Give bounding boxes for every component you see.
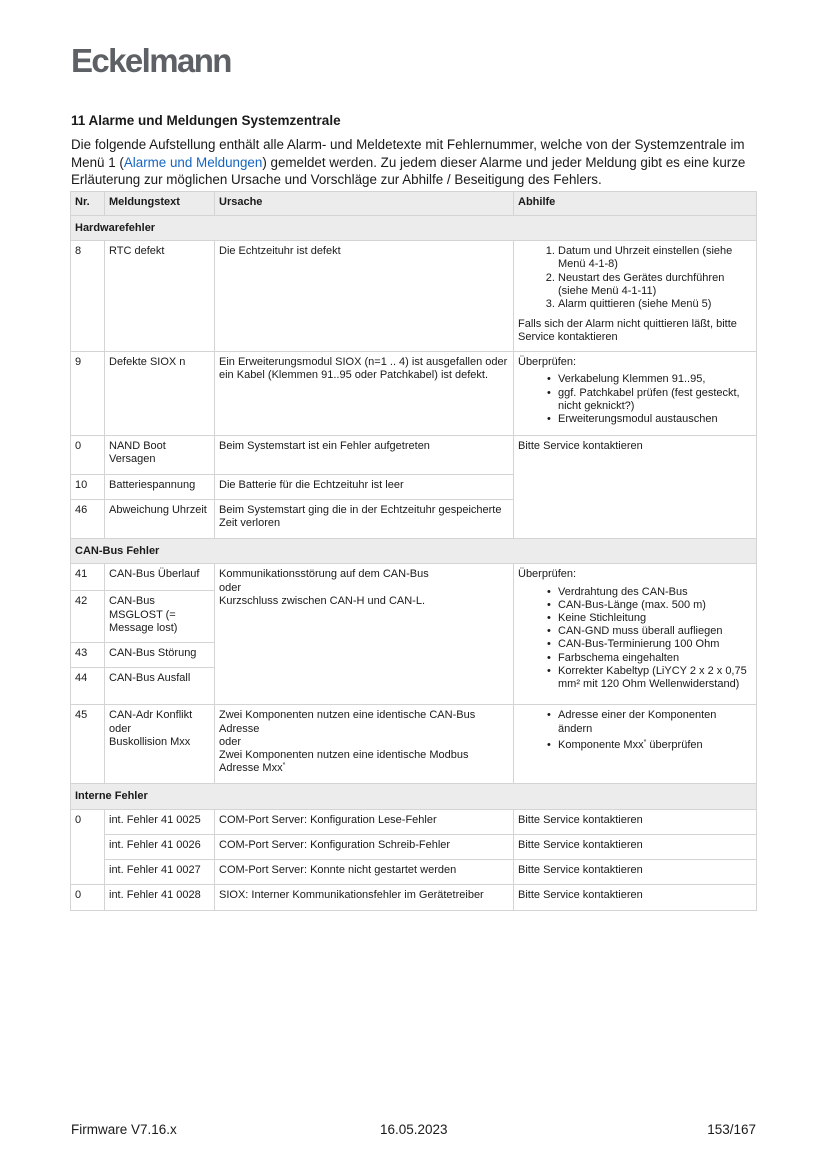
siox-check-list (518, 373, 752, 426)
can45-text-line3: Buskollision Mxx (109, 735, 191, 748)
row-meldungstext: CAN-Bus Überlauf (105, 564, 215, 591)
list-item: 1. Datum und Uhrzeit einstellen (siehe Menü 4-1-8) (558, 245, 752, 271)
can45-remedy-list (518, 709, 752, 752)
row-ursache: Ein Erweiterungsmodul SIOX (n=1 .. 4) ist ausgefallen oder ein Kabel (Klemmen 91..95 oder Patchkabel) ist defekt. (215, 352, 514, 436)
list-item: • Korrekter Kabeltyp (LiYCY 2 x 2 x 0,75 mm² mit 120 Ohm Wellenwiderstand) (558, 665, 752, 691)
list-item: • Verdrahtung des CAN-Bus (558, 586, 752, 599)
list-item: • CAN-Bus-Terminierung 100 Ohm (558, 638, 752, 651)
group-row-canbus (71, 539, 757, 564)
list-item (558, 739, 752, 752)
footer-firmware: Firmware V7.16.x (71, 1122, 177, 1137)
header-abhilfe: Abhilfe (514, 192, 757, 216)
row-meldungstext: Abweichung Uhrzeit (105, 500, 215, 539)
header-ursache: Ursache (215, 192, 514, 216)
alarm-table (70, 191, 757, 911)
can45-cause-or: oder (219, 735, 242, 748)
list-item: • Erweiterungsmodul austauschen (558, 413, 752, 426)
row-ursache: COM-Port Server: Konnte nicht gestartet werden (215, 859, 514, 884)
row-abhilfe (514, 352, 757, 436)
row-meldungstext: CAN-Bus MSGLOST (= Message lost) (105, 591, 215, 643)
list-item: • Keine Stichleitung (558, 612, 752, 625)
can-cause-line1: Kommunikationsstörung auf dem CAN-Bus (219, 568, 429, 581)
check-label: Überprüfen: (518, 568, 577, 581)
row-nr: 45 (71, 705, 105, 784)
row-abhilfe: Bitte Service kontaktieren (514, 809, 757, 834)
row-nr: 0 (71, 809, 105, 884)
can45-remedy-text-before: Komponente Mxx (558, 738, 644, 751)
row-nr: 9 (71, 352, 105, 436)
row-meldungstext: int. Fehler 41 0028 (105, 884, 215, 910)
row-nr: 0 (71, 884, 105, 910)
row-ursache: Die Batterie für die Echtzeituhr ist leer (215, 475, 514, 500)
can-cause-or: oder (219, 581, 242, 594)
rtc-steps-list (518, 245, 752, 311)
row-nr: 41 (71, 564, 105, 591)
group-row-internal (71, 784, 757, 809)
table-row (71, 564, 757, 591)
list-item: • CAN-Bus-Länge (max. 500 m) (558, 599, 752, 612)
can45-cause-line1: Zwei Komponenten nutzen eine identische CAN-Bus Adresse (219, 709, 476, 735)
row-abhilfe (514, 564, 757, 705)
row-ursache: Beim Systemstart ist ein Fehler aufgetreten (215, 436, 514, 475)
can-cause-line3: Kurzschluss zwischen CAN-H und CAN-L. (219, 594, 426, 607)
table-row (71, 436, 757, 475)
row-meldungstext: CAN-Bus Störung (105, 643, 215, 668)
list-item: • Adresse einer der Komponenten ändern (558, 709, 752, 735)
list-item: 2. Neustart des Gerätes durchführen (siehe Menü 4-1-11) (558, 272, 752, 298)
list-item: • Farbschema eingehalten (558, 652, 752, 665)
footnote-mark: * (643, 738, 647, 746)
row-ursache: Beim Systemstart ging die in der Echtzeituhr gespeicherte Zeit verloren (215, 500, 514, 539)
row-nr: 8 (71, 241, 105, 352)
row-abhilfe: Bitte Service kontaktieren (514, 834, 757, 859)
list-item: • CAN-GND muss überall aufliegen (558, 625, 752, 638)
can45-cause-text: Zwei Komponenten nutzen eine identische Modbus Adresse Mxx (219, 749, 469, 775)
table-header-row (71, 192, 757, 216)
alarme-meldungen-link[interactable]: Alarme und Meldungen (123, 154, 263, 170)
intro-text-before: Die folgende Aufstellung enthält alle Alarm- und Meldetexte mit Fehlernummer, welche von der Systemzentrale im Menü 1 ( (71, 137, 745, 170)
row-abhilfe: Bitte Service kontaktieren (514, 859, 757, 884)
table-row (71, 859, 757, 884)
section-title: 11 Alarme und Meldungen Systemzentrale (71, 113, 341, 128)
intro-paragraph (71, 136, 761, 189)
footer-date: 16.05.2023 (380, 1122, 448, 1137)
eckelmann-logo: Eckelmann (71, 42, 231, 79)
can45-text-line1: CAN-Adr Konflikt (109, 709, 193, 722)
row-meldungstext: NAND Boot Versagen (105, 436, 215, 475)
row-nr: 46 (71, 500, 105, 539)
list-item: • Verkabelung Klemmen 91..95, (558, 373, 752, 386)
row-nr: 0 (71, 436, 105, 475)
row-ursache (215, 705, 514, 784)
table-row (71, 884, 757, 910)
group-row-hardware (71, 216, 757, 241)
group-label-hardware: Hardwarefehler (71, 216, 757, 241)
row-meldungstext: int. Fehler 41 0025 (105, 809, 215, 834)
intro-text-after: ) gemeldet werden. Zu jedem dieser Alarme und jeder Meldung gibt es eine kurze Erläuterung zur möglichen Ursache und Vorschläge zur Abhilfe / Beseitigung des Fehlers. (71, 154, 746, 187)
row-meldungstext: int. Fehler 41 0027 (105, 859, 215, 884)
row-meldungstext (105, 705, 215, 784)
table-row (71, 834, 757, 859)
table-row (71, 241, 757, 352)
row-ursache: COM-Port Server: Konfiguration Lese-Fehler (215, 809, 514, 834)
row-abhilfe: Bitte Service kontaktieren (514, 884, 757, 910)
row-nr: 10 (71, 475, 105, 500)
row-meldungstext: RTC defekt (105, 241, 215, 352)
row-meldungstext: Batteriespannung (105, 475, 215, 500)
table-row (71, 705, 757, 784)
row-nr: 42 (71, 591, 105, 643)
row-ursache: SIOX: Interner Kommunikationsfehler im Gerätetreiber (215, 884, 514, 910)
table-row (71, 352, 757, 436)
footer-page-number: 153/167 (707, 1122, 756, 1137)
row-abhilfe: Bitte Service kontaktieren (514, 436, 757, 539)
check-label: Überprüfen: (518, 356, 577, 369)
row-meldungstext: CAN-Bus Ausfall (105, 668, 215, 705)
row-nr: 44 (71, 668, 105, 705)
row-abhilfe (514, 241, 757, 352)
group-label-internal: Interne Fehler (71, 784, 757, 809)
row-ursache: Die Echtzeituhr ist defekt (215, 241, 514, 352)
row-meldungstext: Defekte SIOX n (105, 352, 215, 436)
header-meldungstext: Meldungstext (105, 192, 215, 216)
row-nr: 43 (71, 643, 105, 668)
can45-remedy-text-after: überprüfen (646, 738, 703, 751)
can-check-list (518, 586, 752, 692)
footnote-mark: * (282, 762, 286, 770)
row-abhilfe (514, 705, 757, 784)
header-nr: Nr. (71, 192, 105, 216)
can45-cause-line3 (219, 749, 509, 775)
list-item: • ggf. Patchkabel prüfen (fest gesteckt, nicht geknickt?) (558, 387, 752, 413)
table-row (71, 809, 757, 834)
list-item: 3. Alarm quittieren (siehe Menü 5) (558, 298, 752, 311)
row-meldungstext: int. Fehler 41 0026 (105, 834, 215, 859)
group-label-canbus: CAN-Bus Fehler (71, 539, 757, 564)
can45-text-or: oder (109, 722, 132, 735)
row-ursache: COM-Port Server: Konfiguration Schreib-Fehler (215, 834, 514, 859)
row-ursache (215, 564, 514, 705)
rtc-note: Falls sich der Alarm nicht quittieren läßt, bitte Service kontaktieren (518, 318, 737, 344)
